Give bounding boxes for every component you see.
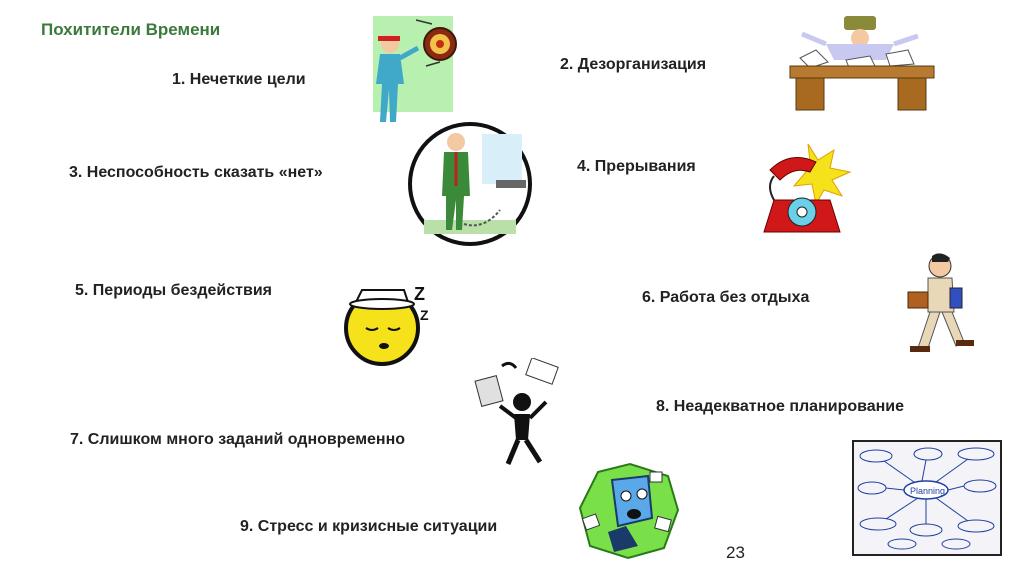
- item-idle-periods: 5. Периоды бездействия: [75, 282, 272, 299]
- svg-text:Planning: Planning: [910, 486, 946, 496]
- item-interruptions: 4. Прерывания: [577, 158, 696, 175]
- item-disorganization: 2. Дезорганизация: [560, 56, 707, 73]
- rushing-businessman-icon: [898, 252, 978, 356]
- sleeping-man-icon: [336, 272, 436, 372]
- messy-desk-icon: [786, 14, 938, 114]
- planning-mindmap-icon: [852, 440, 1002, 556]
- item-stress-crisis: 9. Стресс и кризисные ситуации: [240, 518, 498, 535]
- item-cannot-say-no: 3. Неспособность сказать «нет»: [69, 164, 323, 181]
- item-unclear-goals: 1. Нечеткие цели: [172, 71, 306, 88]
- svg-text:Z: Z: [420, 307, 429, 323]
- ringing-phone-icon: [760, 140, 852, 238]
- chained-man-icon: [404, 120, 534, 248]
- slide-title: Похитители Времени: [41, 20, 221, 39]
- item-work-without-rest: 6. Работа без отдыха: [642, 289, 810, 306]
- darts-thrower-icon: [370, 14, 470, 129]
- item-too-many-tasks: 7. Слишком много заданий одновременно: [70, 431, 406, 448]
- juggling-figure-icon: [472, 358, 564, 470]
- stressed-man-icon: [578, 462, 682, 560]
- page-number: 23: [726, 543, 745, 562]
- svg-text:Z: Z: [414, 284, 425, 304]
- item-poor-planning: 8. Неадекватное планирование: [656, 398, 905, 415]
